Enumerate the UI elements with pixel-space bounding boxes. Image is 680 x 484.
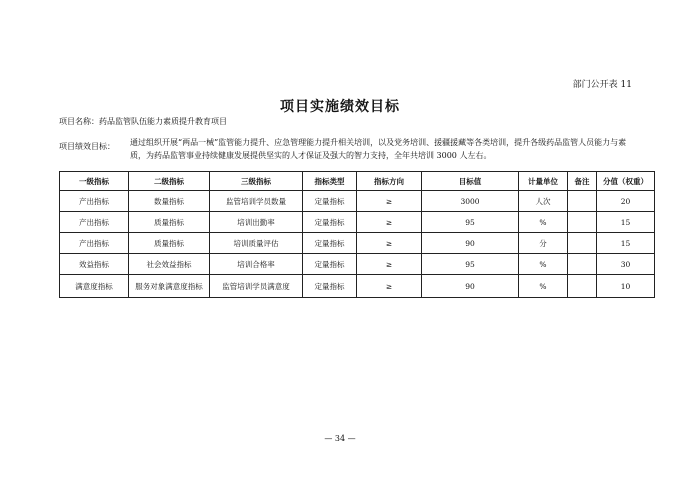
cell-level2: 服务对象满意度指标 bbox=[129, 275, 210, 298]
cell-level2: 质量指标 bbox=[129, 233, 210, 254]
cell-unit: % bbox=[519, 275, 568, 298]
cell-unit: % bbox=[519, 254, 568, 275]
cell-level1: 效益指标 bbox=[60, 254, 129, 275]
table-row bbox=[60, 191, 655, 212]
cell-remark bbox=[568, 233, 597, 254]
cell-target: 95 bbox=[422, 254, 519, 275]
header-unit: 计量单位 bbox=[519, 172, 568, 191]
cell-direction: ≥ bbox=[357, 191, 422, 212]
cell-score: 10 bbox=[597, 275, 655, 298]
cell-remark bbox=[568, 254, 597, 275]
cell-score: 15 bbox=[597, 233, 655, 254]
cell-remark bbox=[568, 212, 597, 233]
table-header-row bbox=[60, 172, 655, 191]
cell-level2: 质量指标 bbox=[129, 212, 210, 233]
project-name: 项目名称：药品监管队伍能力素质提升教育项目 bbox=[59, 117, 227, 126]
cell-type: 定量指标 bbox=[303, 212, 357, 233]
cell-type: 定量指标 bbox=[303, 191, 357, 212]
header-remark: 备注 bbox=[568, 172, 597, 191]
cell-direction: ≥ bbox=[357, 233, 422, 254]
header-score: 分值（权重） bbox=[597, 172, 655, 191]
header-level3: 三级指标 bbox=[210, 172, 303, 191]
performance-goals-table bbox=[59, 171, 655, 298]
cell-type: 定量指标 bbox=[303, 233, 357, 254]
cell-type: 定量指标 bbox=[303, 275, 357, 298]
cell-level3: 培训出勤率 bbox=[210, 212, 303, 233]
goal-text: 通过组织开展“两品一械”监管能力提升、应急管理能力提升相关培训，以及党务培训、援疆援藏等各类培训，提升各级药品监管人员能力与素质，为药品监管事业持续健康发展提供坚实的人才保证及强大的智力支持，全年共培训 3000 人左右。 bbox=[130, 138, 627, 160]
page-number: — 34 — bbox=[324, 434, 356, 443]
header-direction: 指标方向 bbox=[357, 172, 422, 191]
header-target: 目标值 bbox=[422, 172, 519, 191]
cell-level1: 满意度指标 bbox=[60, 275, 129, 298]
cell-remark bbox=[568, 275, 597, 298]
cell-direction: ≥ bbox=[357, 212, 422, 233]
cell-level1: 产出指标 bbox=[60, 233, 129, 254]
cell-level3: 监管培训学员满意度 bbox=[210, 275, 303, 298]
cell-unit: 人次 bbox=[519, 191, 568, 212]
cell-score: 15 bbox=[597, 212, 655, 233]
table-row bbox=[60, 233, 655, 254]
cell-type: 定量指标 bbox=[303, 254, 357, 275]
cell-unit: % bbox=[519, 212, 568, 233]
cell-remark bbox=[568, 191, 597, 212]
cell-target: 90 bbox=[422, 275, 519, 298]
cell-level3: 培训质量评估 bbox=[210, 233, 303, 254]
cell-target: 90 bbox=[422, 233, 519, 254]
cell-score: 20 bbox=[597, 191, 655, 212]
table-row bbox=[60, 275, 655, 298]
cell-target: 95 bbox=[422, 212, 519, 233]
cell-level2: 社会效益指标 bbox=[129, 254, 210, 275]
cell-level2: 数量指标 bbox=[129, 191, 210, 212]
header-level1: 一级指标 bbox=[60, 172, 129, 191]
cell-unit: 分 bbox=[519, 233, 568, 254]
goal-label: 项目绩效目标： bbox=[59, 142, 115, 151]
header-type: 指标类型 bbox=[303, 172, 357, 191]
cell-level1: 产出指标 bbox=[60, 191, 129, 212]
cell-target: 3000 bbox=[422, 191, 519, 212]
cell-direction: ≥ bbox=[357, 275, 422, 298]
page-title: 项目实施绩效目标 bbox=[280, 99, 400, 115]
cell-level1: 产出指标 bbox=[60, 212, 129, 233]
cell-direction: ≥ bbox=[357, 254, 422, 275]
dept-table-label: 部门公开表 11 bbox=[572, 80, 632, 90]
cell-score: 30 bbox=[597, 254, 655, 275]
header-level2: 二级指标 bbox=[129, 172, 210, 191]
cell-level3: 培训合格率 bbox=[210, 254, 303, 275]
table-row bbox=[60, 254, 655, 275]
table-row bbox=[60, 212, 655, 233]
cell-level3: 监管培训学员数量 bbox=[210, 191, 303, 212]
